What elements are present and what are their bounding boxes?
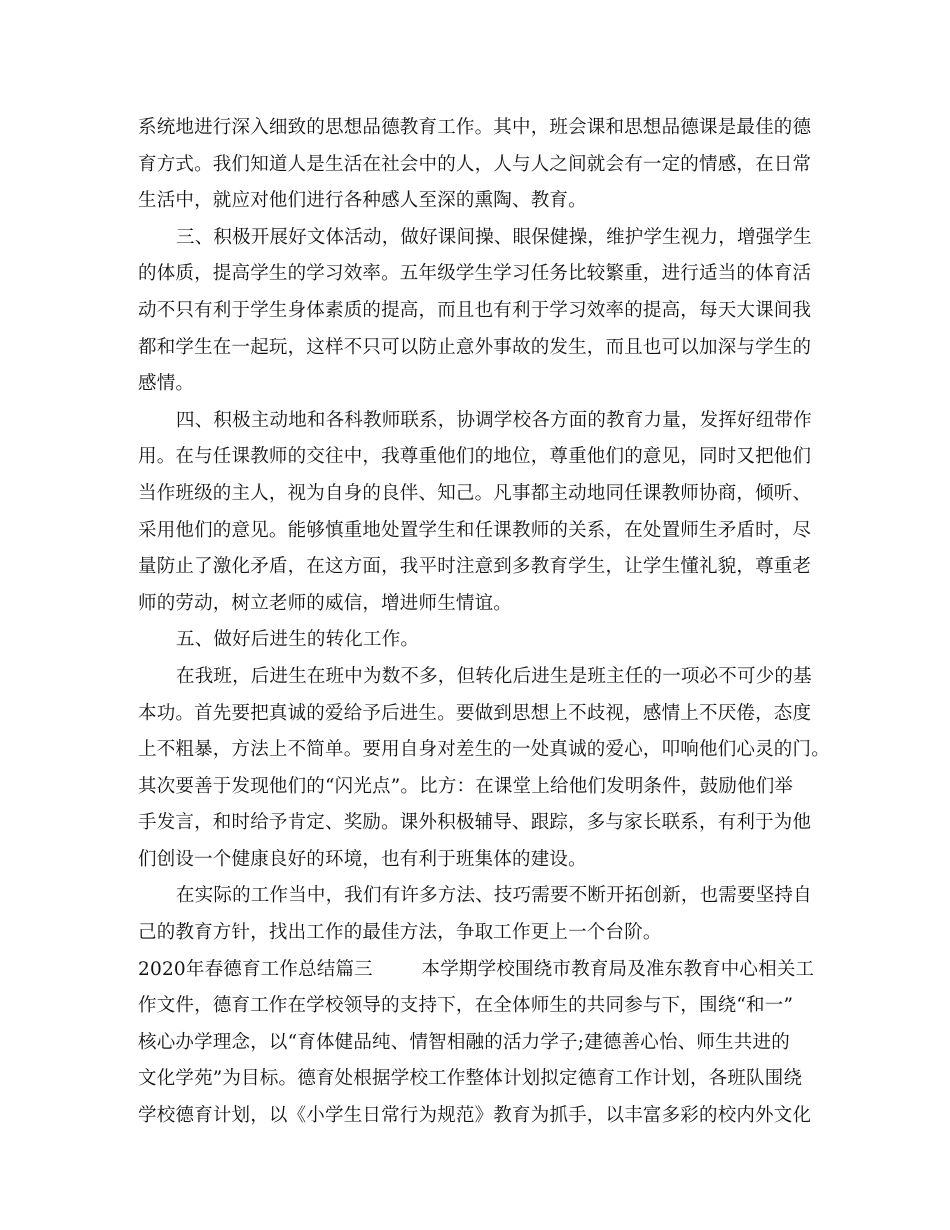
text-line-8: 感情。: [138, 373, 195, 395]
text-line-6: 动不只有利于学生身体素质的提高，而且也有利于学习效率的提高，每天大课间我: [138, 299, 812, 321]
text-line-5: 的体质，提高学生的学习效率。五年级学生学习任务比较繁重，进行适当的体育活: [138, 263, 812, 285]
document-body: [138, 110, 828, 1135]
text-line-25: 作文件，德育工作在学校领导的支持下，在全体师生的共同参与下，围绕“和一”: [138, 995, 794, 1017]
text-line-17: 本功。首先要把真诚的爱给予后进生。要做到思想上不歧视，感情上不厌倦，态度: [138, 702, 812, 724]
text-line-24: 2020年春德育工作总结篇三 本学期学校围绕市教育局及准东教育中心相关工: [138, 958, 815, 980]
text-line-9: 四、积极主动地和各科教师联系，协调学校各方面的教育力量，发挥好纽带作: [176, 409, 812, 431]
text-line-19: 其次要善于发现他们的“闪光点”。比方：在课堂上给他们发明条件，鼓励他们举: [138, 775, 794, 797]
text-line-4: 三、积极开展好文体活动，做好课间操、眼保健操，维护学生视力，增强学生: [176, 226, 812, 248]
text-line-27: 文化学苑”为目标。德育处根据学校工作整体计划拟定德育工作计划，各班队围绕: [138, 1068, 803, 1090]
text-line-3: 生活中，就应对他们进行各种感人至深的熏陶、教育。: [138, 190, 587, 212]
text-line-15: 五、做好后进生的转化工作。: [176, 629, 420, 651]
text-line-12: 采用他们的意见。能够慎重地处置学生和任课教师的关系，在处置师生矛盾时，尽: [138, 519, 812, 541]
text-line-26: 核心办学理念，以“育体健品纯、情智相融的活力学子;建德善心怡、师生共进的: [138, 1031, 790, 1053]
text-line-13: 量防止了激化矛盾，在这方面，我平时注意到多教育学生，让学生懂礼貌，尊重老: [138, 556, 812, 578]
text-line-18: 上不粗暴，方法上不简单。要用自身对差生的一处真诚的爱心，叩响他们心灵的门。: [138, 739, 830, 761]
text-line-7: 都和学生在一起玩，这样不只可以防止意外事故的发生，而且也可以加深与学生的: [138, 336, 812, 358]
text-line-10: 用。在与任课教师的交往中，我尊重他们的地位，尊重他们的意见，同时又把他们: [138, 446, 812, 468]
text-line-11: 当作班级的主人，视为自身的良伴、知己。凡事都主动地同任课教师协商，倾听、: [138, 482, 812, 504]
text-line-14: 师的劳动，树立老师的威信，增进师生情谊。: [138, 592, 513, 614]
text-line-23: 己的教育方针，找出工作的最佳方法，争取工作更上一个台阶。: [138, 922, 662, 944]
text-line-22: 在实际的工作当中，我们有许多方法、技巧需要不断开拓创新，也需要坚持自: [176, 885, 812, 907]
text-line-21: 们创设一个健康良好的环境，也有利于班集体的建设。: [138, 848, 587, 870]
text-line-2: 育方式。我们知道人是生活在社会中的人，人与人之间就会有一定的情感，在日常: [138, 153, 812, 175]
text-line-20: 手发言，和时给予肯定、奖励。课外积极辅导、跟踪，多与家长联系，有利于为他: [138, 812, 812, 834]
text-line-16: 在我班，后进生在班中为数不多，但转化后进生是班主任的一项必不可少的基: [176, 665, 812, 687]
text-line-1: 系统地进行深入细致的思想品德教育工作。其中，班会课和思想品德课是最佳的德: [138, 117, 812, 138]
text-line-28: 学校德育计划，以《小学生日常行为规范》教育为抓手，以丰富多彩的校内外文化: [138, 1105, 812, 1127]
